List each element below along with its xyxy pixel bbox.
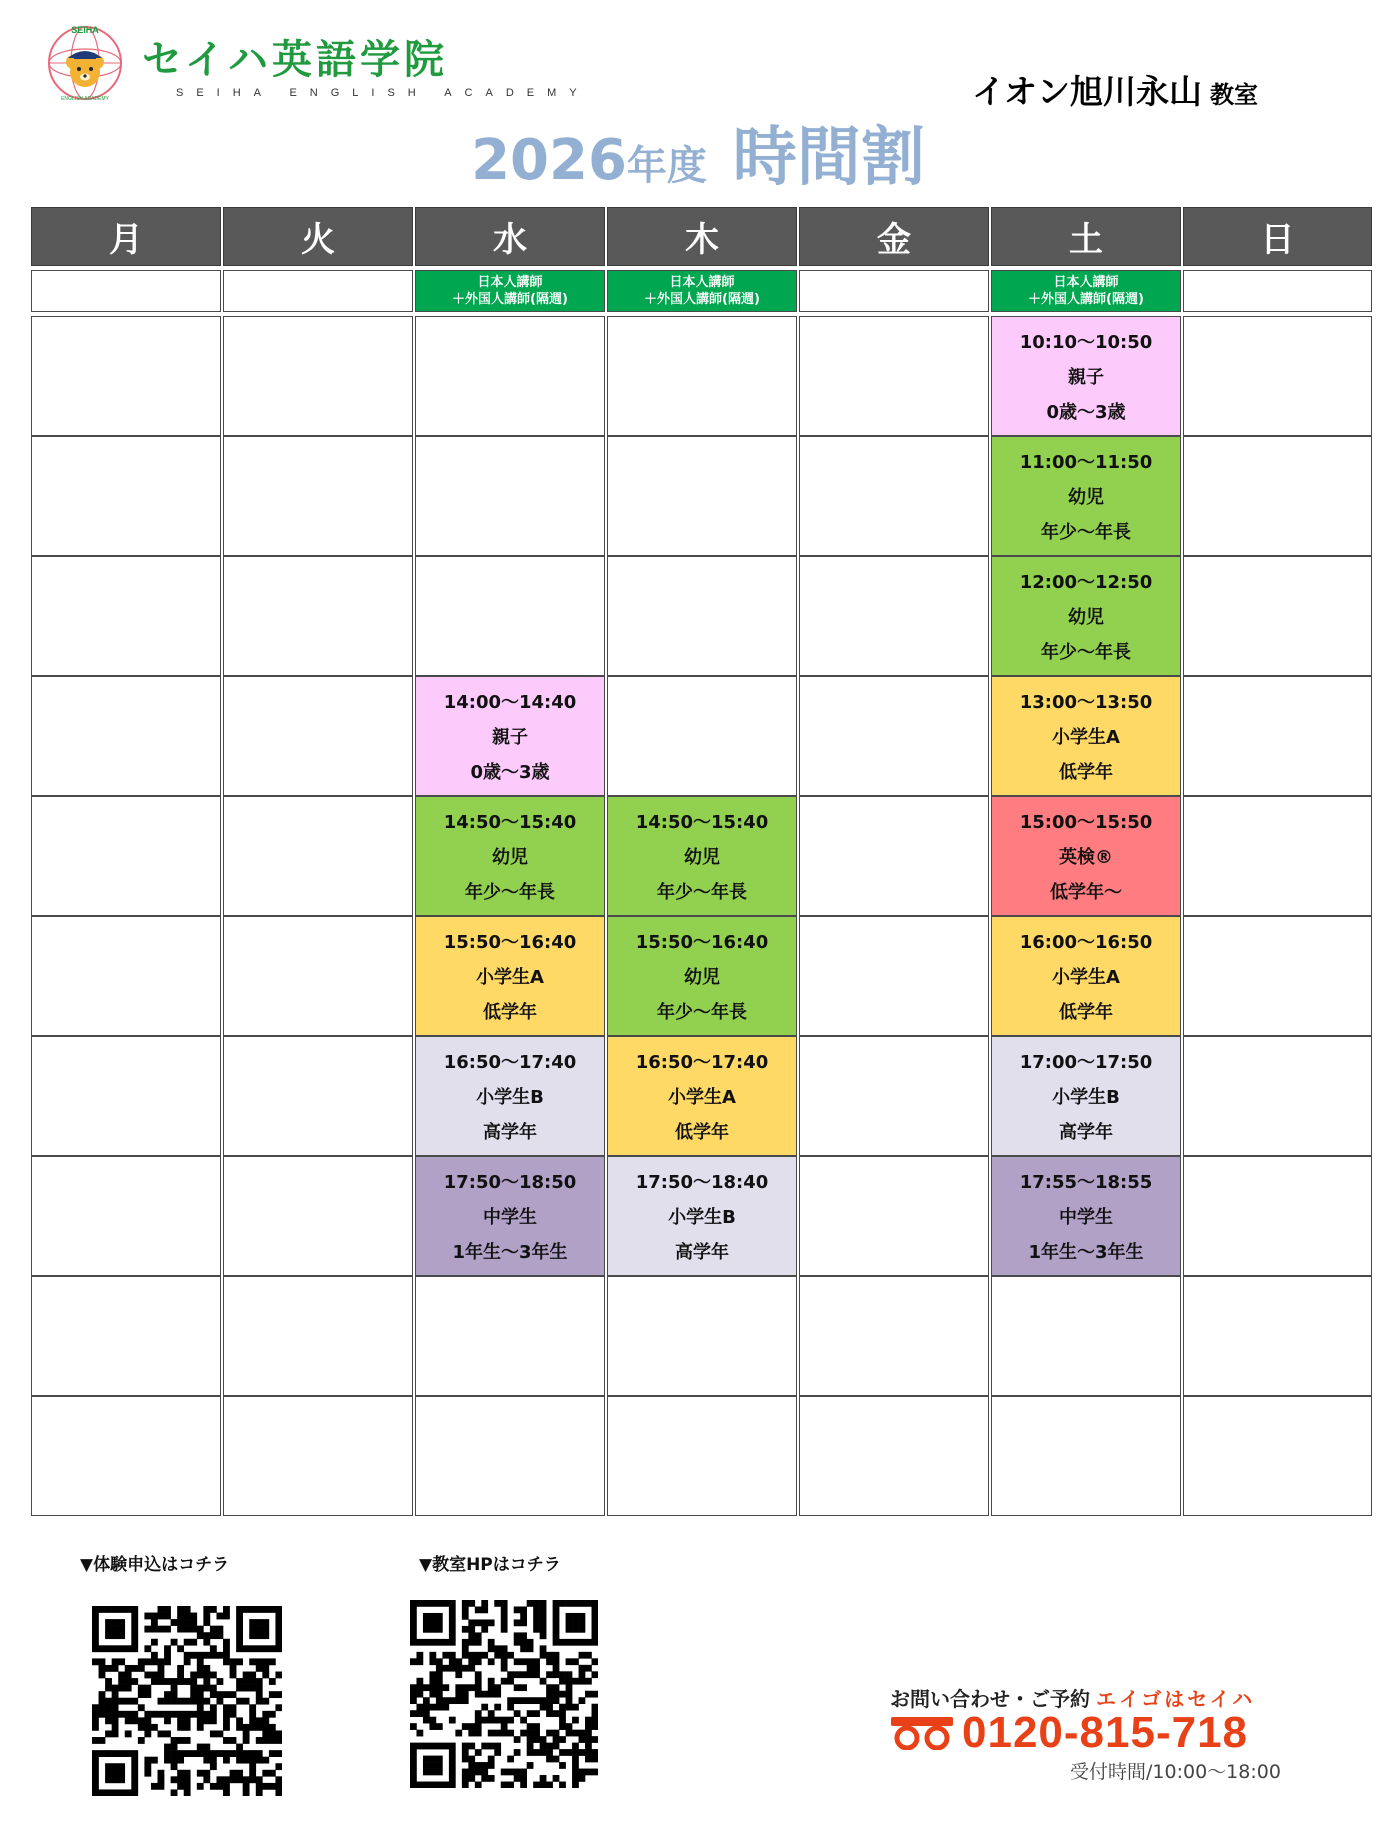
class-name: 幼児 xyxy=(1068,607,1104,628)
empty-slot xyxy=(799,916,989,1036)
empty-slot xyxy=(223,436,413,556)
phone-number[interactable]: 0120-815-718 xyxy=(962,1708,1249,1757)
class-slot xyxy=(415,796,605,916)
empty-slot xyxy=(607,1396,797,1516)
empty-slot xyxy=(991,1396,1181,1516)
school-hp-qr-label: ▼教室HPはコチラ xyxy=(419,1555,561,1575)
class-target: 1年生～3年生 xyxy=(452,1242,568,1263)
class-target: 高学年 xyxy=(1059,1122,1113,1143)
title-main: 時間割 xyxy=(732,121,925,195)
class-slot xyxy=(991,676,1181,796)
class-name: 小学生A xyxy=(668,1087,736,1108)
class-time: 15:00～15:50 xyxy=(1019,812,1153,833)
empty-slot xyxy=(607,316,797,436)
class-name: 小学生A xyxy=(476,967,544,988)
class-target: 低学年 xyxy=(483,1002,537,1023)
class-slot xyxy=(607,1156,797,1276)
class-slot xyxy=(415,1156,605,1276)
title-year: 2026 xyxy=(471,128,627,193)
class-slot xyxy=(991,436,1181,556)
class-target: 年少～年長 xyxy=(1041,522,1131,543)
empty-slot xyxy=(1183,556,1372,676)
teacher-note-line1: 日本人講師 xyxy=(669,275,735,290)
class-name: 中学生 xyxy=(1059,1207,1113,1228)
page-title xyxy=(0,106,1400,198)
class-slot xyxy=(991,556,1181,676)
empty-slot xyxy=(1183,436,1372,556)
class-target: 1年生～3年生 xyxy=(1028,1242,1144,1263)
qr-pattern xyxy=(92,1606,282,1796)
class-target: 高学年 xyxy=(483,1122,537,1143)
empty-slot xyxy=(415,556,605,676)
empty-slot xyxy=(415,436,605,556)
class-time: 15:50～16:40 xyxy=(635,932,769,953)
trial-qr-code[interactable] xyxy=(92,1606,282,1796)
brand-logo xyxy=(44,22,590,102)
empty-slot xyxy=(1183,1276,1372,1396)
teacher-note-line1: 日本人講師 xyxy=(1053,275,1119,290)
empty-slot xyxy=(31,1036,221,1156)
day-header-0: 月 xyxy=(31,207,221,266)
class-slot xyxy=(415,916,605,1036)
teacher-note xyxy=(991,270,1181,312)
class-time: 11:00～11:50 xyxy=(1019,452,1153,473)
reception-hours: 受付時間/10:00～18:00 xyxy=(1070,1761,1281,1783)
class-target: 低学年 xyxy=(1059,1002,1113,1023)
class-time: 17:50～18:40 xyxy=(635,1172,769,1193)
class-target: 年少～年長 xyxy=(465,882,555,903)
empty-slot xyxy=(415,1396,605,1516)
class-time: 14:00～14:40 xyxy=(443,692,577,713)
class-slot xyxy=(607,1036,797,1156)
empty-slot xyxy=(607,556,797,676)
class-time: 16:50～17:40 xyxy=(635,1052,769,1073)
class-target: 高学年 xyxy=(675,1242,729,1263)
teacher-note-line2: ＋外国人講師(隔週) xyxy=(452,292,568,307)
empty-slot xyxy=(1183,1396,1372,1516)
class-target: 低学年 xyxy=(675,1122,729,1143)
class-name: 小学生A xyxy=(1052,727,1120,748)
day-header-3: 木 xyxy=(607,207,797,266)
class-name: 小学生B xyxy=(668,1207,736,1228)
class-name: 幼児 xyxy=(684,967,720,988)
empty-slot xyxy=(223,1156,413,1276)
class-slot xyxy=(415,676,605,796)
empty-slot xyxy=(799,1396,989,1516)
empty-slot xyxy=(1183,1156,1372,1276)
class-time: 13:00～13:50 xyxy=(1019,692,1153,713)
empty-slot xyxy=(799,1036,989,1156)
teacher-note xyxy=(415,270,605,312)
empty-slot xyxy=(223,556,413,676)
seiha-emblem-icon xyxy=(44,22,126,104)
school-hp-qr-code[interactable] xyxy=(410,1600,598,1788)
class-slot xyxy=(991,1036,1181,1156)
class-time: 15:50～16:40 xyxy=(443,932,577,953)
teacher-note-empty xyxy=(31,270,221,312)
class-slot xyxy=(607,916,797,1036)
empty-slot xyxy=(223,796,413,916)
class-target: 低学年～ xyxy=(1050,882,1122,903)
empty-slot xyxy=(31,316,221,436)
empty-slot xyxy=(31,916,221,1036)
slogan: エイゴはセイハ xyxy=(1096,1687,1256,1711)
class-name: 英検® xyxy=(1059,847,1113,868)
empty-slot xyxy=(31,436,221,556)
empty-slot xyxy=(799,316,989,436)
class-time: 16:50～17:40 xyxy=(443,1052,577,1073)
empty-slot xyxy=(31,1276,221,1396)
brand-name: セイハ英語学院 xyxy=(142,37,448,83)
title-nendo: 年度 xyxy=(626,143,707,189)
class-slot xyxy=(415,1036,605,1156)
empty-slot xyxy=(223,1276,413,1396)
day-header-1: 火 xyxy=(223,207,413,266)
teacher-note-line1: 日本人講師 xyxy=(477,275,543,290)
emblem-top-text: SEIHA xyxy=(71,25,99,35)
class-slot xyxy=(607,796,797,916)
class-slot xyxy=(991,796,1181,916)
empty-slot xyxy=(415,316,605,436)
qr-pattern xyxy=(410,1600,598,1788)
empty-slot xyxy=(799,1276,989,1396)
class-target: 年少～年長 xyxy=(1041,642,1131,663)
teacher-note-line2: ＋外国人講師(隔週) xyxy=(644,292,760,307)
empty-slot xyxy=(31,556,221,676)
class-time: 14:50～15:40 xyxy=(635,812,769,833)
class-time: 17:50～18:50 xyxy=(443,1172,577,1193)
teacher-note-line2: ＋外国人講師(隔週) xyxy=(1028,292,1144,307)
class-name: 幼児 xyxy=(1068,487,1104,508)
day-header-2: 水 xyxy=(415,207,605,266)
class-time: 12:00～12:50 xyxy=(1019,572,1153,593)
brand-name-en: SEIHA ENGLISH ACADEMY xyxy=(176,87,590,99)
emblem-bottom-text: ENGLISH ACADEMY xyxy=(61,96,109,102)
empty-slot xyxy=(799,1156,989,1276)
class-time: 17:55～18:55 xyxy=(1019,1172,1153,1193)
empty-slot xyxy=(991,1276,1181,1396)
empty-slot xyxy=(415,1276,605,1396)
empty-slot xyxy=(31,676,221,796)
class-time: 14:50～15:40 xyxy=(443,812,577,833)
empty-slot xyxy=(799,436,989,556)
class-name: 小学生A xyxy=(1052,967,1120,988)
empty-slot xyxy=(1183,796,1372,916)
teacher-note-empty xyxy=(223,270,413,312)
school-suffix: 教室 xyxy=(1210,81,1259,109)
empty-slot xyxy=(223,676,413,796)
class-target: 0歳～3歳 xyxy=(470,762,550,783)
empty-slot xyxy=(223,316,413,436)
class-name: 小学生B xyxy=(476,1087,544,1108)
teacher-note xyxy=(607,270,797,312)
empty-slot xyxy=(1183,1036,1372,1156)
class-time: 17:00～17:50 xyxy=(1019,1052,1153,1073)
class-target: 低学年 xyxy=(1059,762,1113,783)
empty-slot xyxy=(31,796,221,916)
class-slot xyxy=(991,316,1181,436)
teacher-note-empty xyxy=(799,270,989,312)
class-time: 10:10～10:50 xyxy=(1019,332,1153,353)
day-header-4: 金 xyxy=(799,207,989,266)
empty-slot xyxy=(1183,676,1372,796)
freedial-icon xyxy=(890,1716,954,1750)
class-target: 0歳～3歳 xyxy=(1046,402,1126,423)
school-name: イオン旭川永山 xyxy=(972,72,1203,111)
empty-slot xyxy=(223,1396,413,1516)
empty-slot xyxy=(607,676,797,796)
trial-qr-label: ▼体験申込はコチラ xyxy=(80,1555,230,1575)
class-name: 小学生B xyxy=(1052,1087,1120,1108)
empty-slot xyxy=(607,436,797,556)
empty-slot xyxy=(607,1276,797,1396)
empty-slot xyxy=(1183,316,1372,436)
empty-slot xyxy=(223,916,413,1036)
class-name: 中学生 xyxy=(483,1207,537,1228)
teacher-note-empty xyxy=(1183,270,1372,312)
empty-slot xyxy=(223,1036,413,1156)
class-name: 幼児 xyxy=(492,847,528,868)
class-target: 年少～年長 xyxy=(657,1002,747,1023)
class-name: 親子 xyxy=(492,727,528,748)
empty-slot xyxy=(31,1396,221,1516)
class-slot xyxy=(991,916,1181,1036)
phone-row xyxy=(890,1707,1248,1759)
class-time: 16:00～16:50 xyxy=(1019,932,1153,953)
class-slot xyxy=(991,1156,1181,1276)
contact-label: お問い合わせ・ご予約 xyxy=(890,1687,1090,1711)
empty-slot xyxy=(799,676,989,796)
empty-slot xyxy=(1183,916,1372,1036)
day-header-6: 日 xyxy=(1183,207,1372,266)
empty-slot xyxy=(799,796,989,916)
class-target: 年少～年長 xyxy=(657,882,747,903)
empty-slot xyxy=(799,556,989,676)
class-name: 幼児 xyxy=(684,847,720,868)
day-header-5: 土 xyxy=(991,207,1181,266)
empty-slot xyxy=(31,1156,221,1276)
class-name: 親子 xyxy=(1068,367,1104,388)
